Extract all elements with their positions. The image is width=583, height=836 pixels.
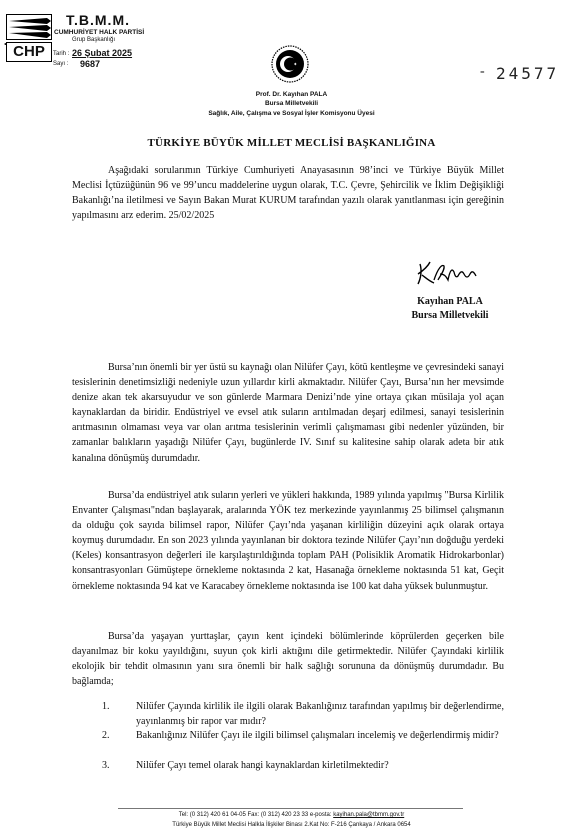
body-paragraph-3 xyxy=(72,629,504,689)
logo-arrows-icon xyxy=(6,14,52,40)
document-number: 24577 xyxy=(496,64,560,83)
chp-logo xyxy=(6,14,58,66)
footer-address: Türkiye Büyük Millet Meclisi Halkla İlişkiler Binası 2.Kat No: F-216 Çankaya / Ankara 0654 xyxy=(172,822,411,828)
group-name: Grup Başkanlığı xyxy=(72,37,116,43)
signature-name: Kayıhan PALA xyxy=(417,296,483,307)
margin-mark: • xyxy=(4,40,7,49)
member-name: Prof. Dr. Kayıhan PALA xyxy=(255,91,328,98)
party-name: CUMHURİYET HALK PARTİSİ xyxy=(54,29,145,36)
intro-text: Aşağıdaki sorularımın Türkiye Cumhuriyeti Anayasasının 98’inci ve Türkiye Büyük Millet Meclisi İçtüzüğünün 96 ve 99’uncu maddelerine uygun olarak, T.C. Çevre, Şehircilik ve İklim Değişikliği Bakanlığı’na iletilmesi ve Sayın Bakan Murat KURUM tarafından yazılı olarak yanıtlanması için gereğinin yapılmasını arz ederim. 25/02/2025 xyxy=(72,165,504,222)
question-number: 3. xyxy=(102,760,110,771)
number-label: Sayı : xyxy=(53,61,69,67)
body-paragraph-1 xyxy=(72,360,504,466)
handwritten-signature xyxy=(412,258,484,288)
member-role: Bursa Milletvekili xyxy=(264,100,319,107)
body-text-3: Bursa’da yaşayan yurttaşlar, çayın kent içindeki bölümlerinde köprülerden geçerken bile dayanılmaz bir koku yayıldığını, suyun çok kirli aktığını dile getirmektedir. Nilüfer Çayındaki kirlilik ekolojik bir tehdit olmasının yanı sıra önemli bir halk sağlığı sorununa da dönüşmüş durumdadır. Bu bağlamda; xyxy=(72,631,504,688)
document-title: TÜRKİYE BÜYÜK MİLLET MECLİSİ BAŞKANLIĞINA xyxy=(147,137,436,149)
number-value: 9687 xyxy=(80,59,101,69)
footer-contact-text: Tel: (0 312) 420 61 04-05 Fax: (0 312) 420 23 33 e-posta: xyxy=(178,812,334,818)
org-name: T.B.M.M. xyxy=(66,12,130,28)
question-number: 2. xyxy=(102,730,110,741)
body-text-2: Bursa’da endüstriyel atık suların yerleri ve yükleri hakkında, 1989 yılında yapılmış "Bursa Kirlilik Envanter Çalışması"ndan başlayarak, aralarında YÖK tez merkezinde yayınlanmış 25 bilimsel çalışmanın da olduğu çok sayıda bilimsel rapor, Nilüfer Çayı’nda yaşanan kirliliğin düzeyini açık olarak ortaya koymuş durumdadır. En son 2023 yılında yayınlanan bir doktora tezinde Nilüfer Çayı’nın doğduğu yerdeki (Keles) konsantrasyon değerleri ile karşılaştırıldığında toplam PAH (Polisiklik Aromatik Hidrokarbonlar) konsantrasyonları Gümüştepe örnekleme noktasında 2 kat, Hasanağa örnekleme noktasında 51 kat, Geçit örnekleme noktasında 94 kat ve Karacabey örnekleme noktasında ise 100 kat daha yüksek bulunmuştur. xyxy=(72,490,504,592)
body-paragraph-2 xyxy=(72,488,504,594)
parliament-seal-icon xyxy=(270,44,310,84)
question-text: Nilüfer Çayı temel olarak hangi kaynaklardan kirletilmektedir? xyxy=(136,760,389,771)
doc-number-dash: - xyxy=(480,64,485,79)
footer-divider xyxy=(118,808,463,809)
question-text: Bakanlığınız Nilüfer Çayı ile ilgili bilimsel çalışmaları incelemiş ve değerlendirmiş midir? xyxy=(136,730,499,741)
footer-email-link[interactable]: kayihan.pala@tbmm.gov.tr xyxy=(333,812,405,818)
footer-contact xyxy=(0,812,583,818)
body-text-1: Bursa’nın önemli bir yer üstü su kaynağı olan Nilüfer Çayı, kötü kentleşme ve çevresindeki sanayi tesislerinin denetimsizliği nedeniyle uzun yıllardır kirli akmaktadır. Nilüfer Çayı, Bursa’nın her mevsimde denize akan tek akarsuyudur ve son günlerde Marmara Denizi’nde yine ortaya çıkan müsilaja yol açan kaynaklardan da biridir. Endüstriyel ve evsel atık suların arıtılmadan deşarj edilmesi, sanayi tesislerinin arıtmasının olmaması veya var olan arıtma tesislerinin verimli çalışmaması gibi nedenler yüzünden, bir zamanlar balıkların yaşadığı Nilüfer Çayı, bugünlerde IV. Sınıf su kalitesine sahip olarak adeta bir atık kanalına dönüşmüş durumdadır. xyxy=(72,362,504,464)
member-commission: Sağlık, Aile, Çalışma ve Sosyal İşler Komisyonu Üyesi xyxy=(208,110,375,117)
logo-text: CHP xyxy=(6,42,52,62)
question-text: Nilüfer Çayında kirlilik ile ilgili olarak Bakanlığınız tarafından yapılmış bir değerlendirme, yayınlanmış bir rapor var mıdır? xyxy=(136,701,504,728)
date-label: Tarih : xyxy=(53,51,70,57)
intro-paragraph xyxy=(72,163,504,223)
date-value: 26 Şubat 2025 xyxy=(72,48,133,58)
question-number: 1. xyxy=(102,701,110,712)
signature-role: Bursa Milletvekili xyxy=(411,310,489,321)
